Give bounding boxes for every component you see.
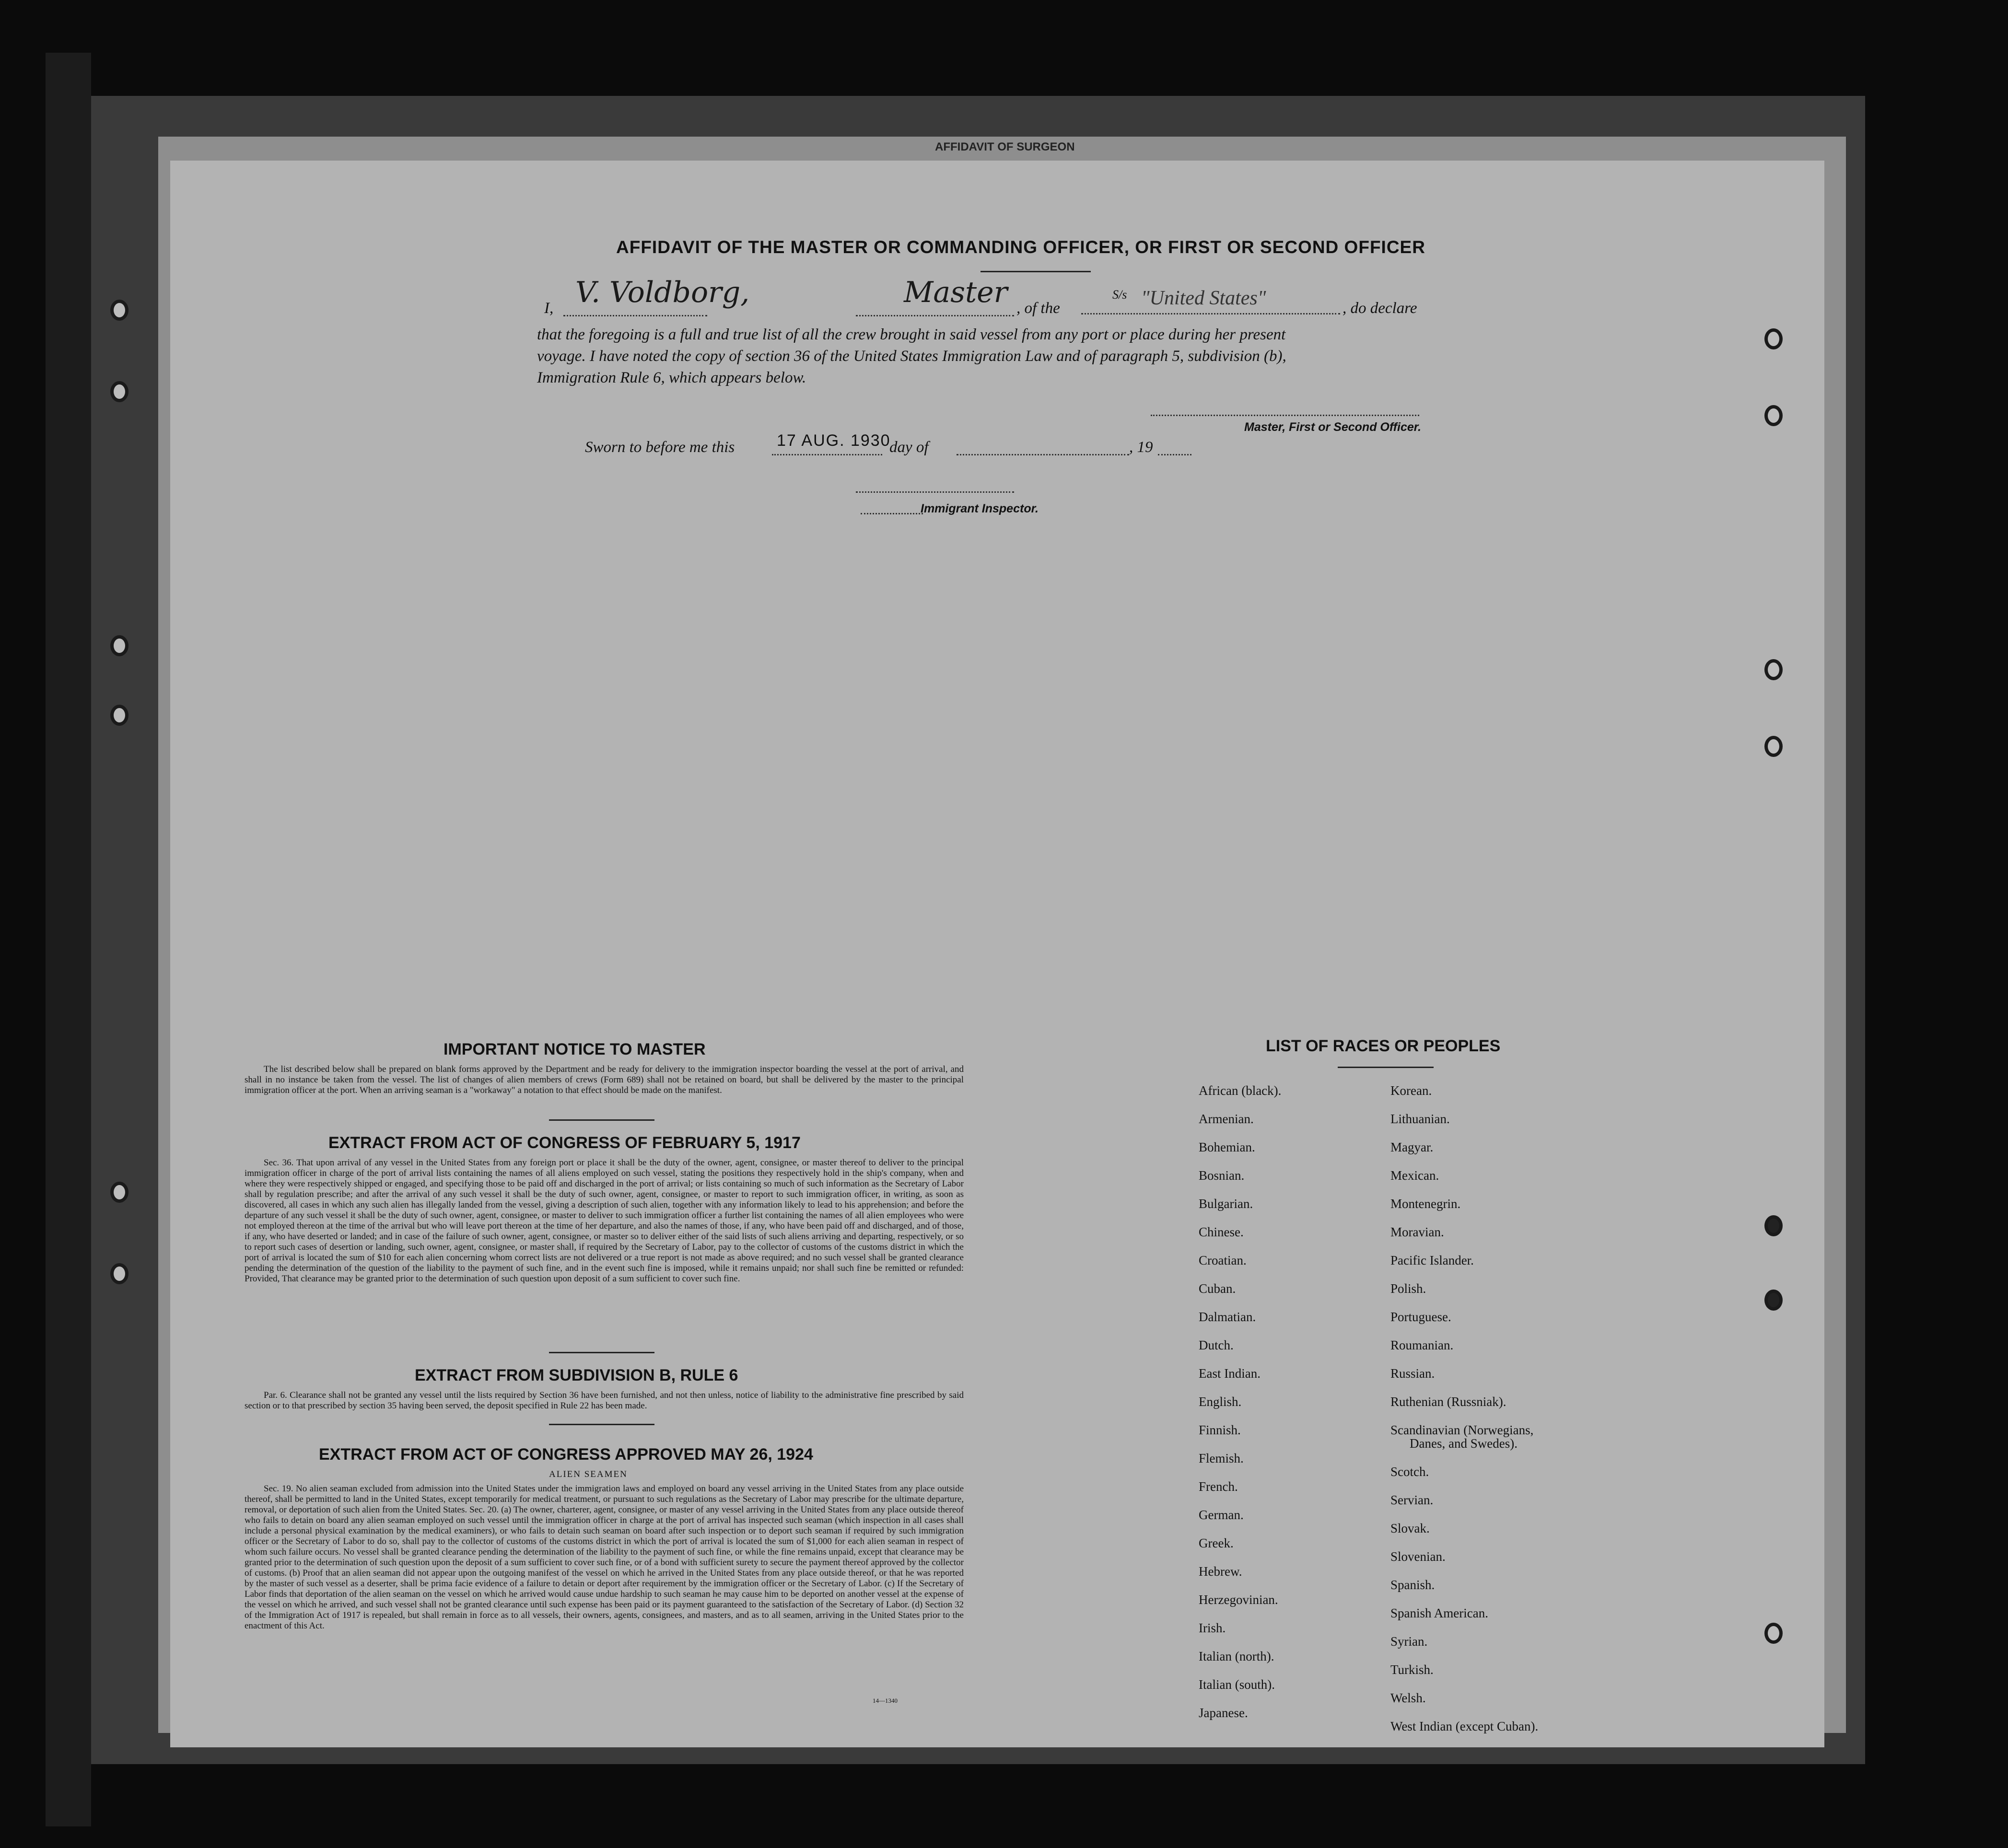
rank-fill-line bbox=[856, 315, 1014, 316]
binder-hole bbox=[110, 1182, 128, 1203]
inspector-name-line bbox=[861, 513, 923, 514]
form-number: 14—1340 bbox=[873, 1697, 898, 1704]
race-item: Bosnian. bbox=[1199, 1168, 1245, 1183]
title-underline bbox=[981, 271, 1091, 272]
extract-rule6-text: Par. 6. Clearance shall not be granted any vessel until the lists required by Section 36 have been furnished, and not then unless, notice of liability to the administrative fine prescribed by said section or to that prescribed by section 35 having been served, the deposit specified in Rule 22 has been made. bbox=[245, 1390, 964, 1411]
inspector-signature-line bbox=[856, 491, 1014, 493]
race-item: Bohemian. bbox=[1199, 1140, 1255, 1154]
affidavit-i-label: I, bbox=[544, 300, 554, 317]
binder-hole bbox=[1764, 328, 1783, 349]
race-item: Hebrew. bbox=[1199, 1564, 1242, 1579]
master-name-handwritten: V. Voldborg, bbox=[575, 276, 750, 309]
affidavit-line-4: Immigration Rule 6, which appears below. bbox=[537, 369, 806, 386]
month-fill-line bbox=[957, 454, 1129, 455]
extract-1917-divider bbox=[549, 1352, 654, 1353]
race-item: Portuguese. bbox=[1390, 1310, 1451, 1324]
vessel-prefix: S/s bbox=[1112, 288, 1127, 302]
race-item: African (black). bbox=[1199, 1083, 1282, 1098]
race-item: Japanese. bbox=[1199, 1706, 1248, 1720]
race-item: Greek. bbox=[1199, 1536, 1234, 1550]
year-prefix: , 19 bbox=[1129, 439, 1153, 456]
binder-hole bbox=[1764, 736, 1783, 757]
inspector-label: Immigrant Inspector. bbox=[921, 502, 1039, 515]
signature-line bbox=[1151, 415, 1419, 416]
race-item: Spanish. bbox=[1390, 1578, 1435, 1592]
race-item: West Indian (except Cuban). bbox=[1390, 1719, 1539, 1733]
race-item: Mexican. bbox=[1390, 1168, 1439, 1183]
sworn-label: Sworn to before me this bbox=[585, 439, 735, 456]
notice-divider bbox=[549, 1119, 654, 1121]
signature-caption: Master, First or Second Officer. bbox=[1244, 420, 1422, 434]
extract-rule6-title: EXTRACT FROM SUBDIVISION B, RULE 6 bbox=[415, 1366, 738, 1384]
extract-1924-text: Sec. 19. No alien seaman excluded from admission into the United States under the immigration laws and employed on board any vessel arriving in the United States from any place outside thereof, shall be permitted to land in the United States, except temporarily for medical treatment, or pursuant to such regulations as the Secretary of Labor may prescribe for the ultimate departure, removal, or deportation of such alien from the United States. Sec. 20. (a) The owner, charterer, agent, consignee, or master of any vessel arriving in the United States from any place outside thereof who fails to detain on board any alien seaman employed on such vessel until the immigration officer in charge at the port of arrival has inspected such seaman (which inspection in all cases shall include a personal physical examination by the medical examiners), or who fails to detain such seaman on board after such inspection or to deport such seaman if required by such immigration officer or the Secretary of Labor to do so, shall pay to the collector of customs of the customs district in which the port of arrival is located the sum of $1,000 for each alien seaman in respect of whom such failure occurs. No vessel shall be granted clearance pending the determination of the liability to the payment of such fine, or while the fine remains unpaid, except that clearance may be granted prior to the determination of such question upon the deposit of a sum sufficient to cover such fine, or of a bond with sufficient surety to secure the payment thereof approved by the collector of customs. (b) Proof that an alien seaman did not appear upon the outgoing manifest of the vessel on which he arrived in the United States from any place outside thereof, or that he was reported by the master of such vessel as a deserter, shall be prima facie evidence of a failure to detain or deport after requirement by the immigration officer or the Secretary of Labor. (c) If the Secretary of Labor finds that deportation of the alien seaman on the vessel on which he arrived would cause undue hardship to such seaman he may cause him to be deported on another vessel at the expense of the vessel on which he arrived, and such vessel shall not be granted clearance until such expense has been paid or its payment guaranteed to the satisfaction of the Secretary of Labor. (d) Section 32 of the Immigration Act of 1917 is repealed, but shall remain in force as to all vessels, their owners, agents, consignees, and masters, and as to all seamen, arriving in the United States prior to the enactment of this Act. bbox=[245, 1484, 964, 1631]
race-item: Flemish. bbox=[1199, 1451, 1244, 1465]
race-item: Croatian. bbox=[1199, 1253, 1247, 1267]
binder-hole bbox=[110, 381, 128, 402]
race-item: Irish. bbox=[1199, 1621, 1226, 1635]
binder-hole bbox=[1764, 405, 1783, 426]
race-item: Cuban. bbox=[1199, 1281, 1236, 1296]
race-item: English. bbox=[1199, 1395, 1242, 1409]
of-the-label: , of the bbox=[1016, 300, 1060, 317]
year-fill-line bbox=[1158, 454, 1191, 455]
race-item: Armenian. bbox=[1199, 1112, 1254, 1126]
vessel-name-typed: "United States" bbox=[1141, 287, 1266, 309]
name-fill-line bbox=[563, 315, 707, 316]
race-item: Moravian. bbox=[1390, 1225, 1444, 1239]
affidavit-title: AFFIDAVIT OF THE MASTER OR COMMANDING OFFICER, OR FIRST OR SECOND OFFICER bbox=[616, 237, 1425, 257]
race-item: Spanish American. bbox=[1390, 1606, 1488, 1620]
races-title: LIST OF RACES OR PEOPLES bbox=[1266, 1037, 1501, 1055]
form-page bbox=[170, 161, 1824, 1747]
binder-hole bbox=[1764, 659, 1783, 680]
binder-hole bbox=[1764, 1215, 1783, 1236]
race-item: Dalmatian. bbox=[1199, 1310, 1256, 1324]
binder-hole bbox=[110, 300, 128, 321]
race-item: Finnish. bbox=[1199, 1423, 1241, 1437]
race-item: Slovak. bbox=[1390, 1521, 1430, 1535]
race-item: Russian. bbox=[1390, 1366, 1435, 1381]
extract-1924-subtitle: ALIEN SEAMEN bbox=[549, 1469, 628, 1479]
race-item: Danes, and Swedes). bbox=[1410, 1436, 1518, 1451]
race-item: Korean. bbox=[1390, 1083, 1432, 1098]
race-item: Dutch. bbox=[1199, 1338, 1234, 1352]
notice-title: IMPORTANT NOTICE TO MASTER bbox=[444, 1040, 706, 1058]
race-item: Roumanian. bbox=[1390, 1338, 1454, 1352]
rank-handwritten: Master bbox=[904, 276, 1008, 309]
race-item: Bulgarian. bbox=[1199, 1197, 1253, 1211]
race-item: Magyar. bbox=[1390, 1140, 1434, 1154]
race-item: Servian. bbox=[1390, 1493, 1434, 1507]
race-item: Ruthenian (Russniak). bbox=[1390, 1395, 1506, 1409]
race-item: French. bbox=[1199, 1479, 1238, 1494]
binder-hole bbox=[110, 1263, 128, 1284]
race-item: East Indian. bbox=[1199, 1366, 1261, 1381]
left-edge-strip bbox=[46, 53, 91, 1826]
race-item: Slovenian. bbox=[1390, 1549, 1446, 1564]
header-strip-text: AFFIDAVIT OF SURGEON bbox=[935, 140, 1075, 153]
binder-hole bbox=[1764, 1290, 1783, 1311]
binder-hole bbox=[1764, 1623, 1783, 1644]
do-declare-label: , do declare bbox=[1343, 300, 1417, 317]
race-item: Polish. bbox=[1390, 1281, 1426, 1296]
extract-1917-text: Sec. 36. That upon arrival of any vessel in the United States from any foreign port or place it shall be the duty of the owner, agent, consignee, or master thereof to deliver to the principal immigration officer in charge of the port of arrival lists containing the names of all aliens employed on such vessel, stating the positions they respectively hold in the ship's company, when and where they were respectively shipped or engaged, and specifying those to be paid off and discharged in the port of arrival; or lists containing so much of such information as the Secretary of Labor shall by regulation prescribe; and after the arrival of any such vessel it shall be the duty of such owner, agent, consignee, or master to report to such immigration officer, in writing, as soon as discovered, all cases in which any such alien has illegally landed from the vessel, giving a description of such alien, together with any information likely to lead to his apprehension; and before the departure of any such vessel it shall be the duty of such owner, agent, consignee, or master to deliver to such immigration officer a further list containing the names of all alien employees who were not employed thereon at the time of the arrival but who will leave port thereon at the time of her departure, and also the names of those, if any, who have been paid off and discharged, and of those, if any, who have deserted or landed; and in case of the failure of such owner, agent, consignee, or master so to deliver either of the said lists of such aliens arriving and departing, respectively, or so to report such cases of desertion or landing, such owner, agent, consignee, or master shall, if required by the Secretary of Labor, pay to the collector of customs of the customs district in which the port of arrival is located the sum of $10 for each alien concerning whom correct lists are not delivered or a true report is not made as above required; and no such vessel shall be granted clearance pending the determination of the question of the liability to the payment of such fine, and in the event such fine is imposed, while it remains unpaid; nor shall such fine be remitted or refunded: Provided, That clearance may be granted prior to the determination of such question upon deposit of a sum sufficient to cover such fine. bbox=[245, 1158, 964, 1284]
race-item: German. bbox=[1199, 1508, 1244, 1522]
race-item: Lithuanian. bbox=[1390, 1112, 1450, 1126]
binder-hole bbox=[110, 635, 128, 656]
race-item: Chinese. bbox=[1199, 1225, 1244, 1239]
binder-hole bbox=[110, 705, 128, 726]
sworn-date-stamp: 17 AUG. 1930 bbox=[777, 431, 891, 450]
race-item: Montenegrin. bbox=[1390, 1197, 1461, 1211]
race-item: Syrian. bbox=[1390, 1634, 1428, 1649]
day-of-label: day of bbox=[889, 439, 929, 456]
race-item: Herzegovinian. bbox=[1199, 1592, 1278, 1607]
extract-1917-title: EXTRACT FROM ACT OF CONGRESS OF FEBRUARY 5, 1917 bbox=[328, 1134, 801, 1152]
race-item: Italian (north). bbox=[1199, 1649, 1274, 1663]
sworn-date-line bbox=[772, 454, 882, 455]
race-item: Scotch. bbox=[1390, 1464, 1429, 1479]
extract-1924-title: EXTRACT FROM ACT OF CONGRESS APPROVED MAY 26, 1924 bbox=[319, 1445, 813, 1464]
extract-rule6-divider bbox=[549, 1424, 654, 1425]
race-item: Welsh. bbox=[1390, 1691, 1426, 1705]
race-item: Pacific Islander. bbox=[1390, 1253, 1474, 1267]
affidavit-line-3: voyage. I have noted the copy of section 36 of the United States Immigration Law and of paragraph 5, subdivision (b), bbox=[537, 348, 1286, 365]
race-item: Turkish. bbox=[1390, 1662, 1434, 1677]
notice-text: The list described below shall be prepared on blank forms approved by the Department and be ready for delivery to the immigration inspector boarding the vessel at the port of arrival, and shall in no instance be taken from the vessel. The list of changes of alien members of crews (Form 689) shall not be retained on board, but shall be delivered by the master to the principal immigration officer at the port. When an arriving seaman is a "workaway" a notation to that effect should be made on the manifest. bbox=[245, 1064, 964, 1095]
races-divider bbox=[1338, 1067, 1434, 1068]
affidavit-line-2: that the foregoing is a full and true list of all the crew brought in said vessel from any port or place during her present bbox=[537, 326, 1286, 343]
race-item: Scandinavian (Norwegians, bbox=[1390, 1423, 1534, 1437]
race-item: Italian (south). bbox=[1199, 1677, 1275, 1692]
vessel-fill-line bbox=[1081, 313, 1340, 314]
